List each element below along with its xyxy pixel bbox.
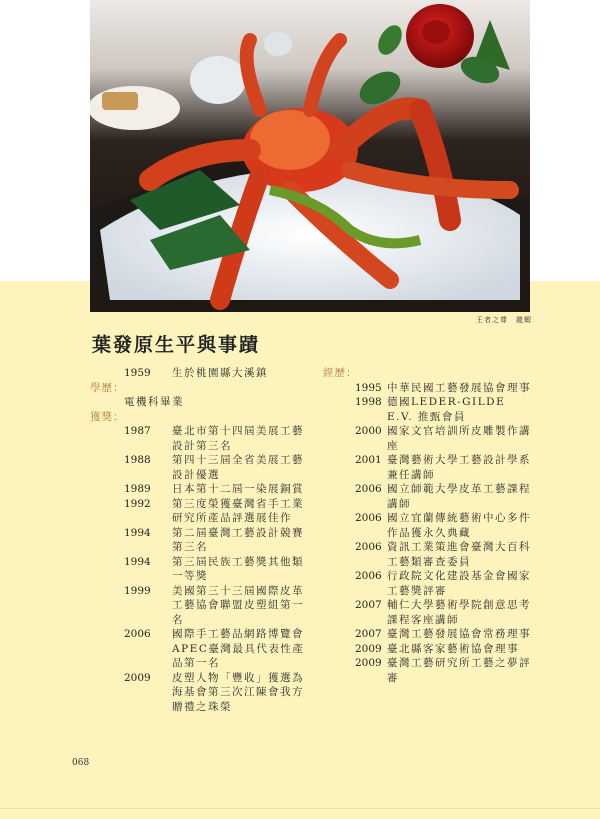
award-text: 第二屆臺灣工藝設計競賽第三名 xyxy=(172,526,304,553)
experience-year: 2007 xyxy=(355,628,382,640)
birth-text: 生於桃園縣大溪鎮 xyxy=(172,367,268,379)
experience-text: 行政院文化建設基金會國家工藝獎評審 xyxy=(387,570,531,597)
experience-row xyxy=(323,395,533,424)
experience-year: 1998 xyxy=(355,396,382,408)
award-year: 1987 xyxy=(124,425,151,437)
experience-year: 2006 xyxy=(355,541,382,553)
experience-row xyxy=(323,482,533,511)
award-row xyxy=(90,453,305,482)
experience-text: 臺灣藝術大學工藝設計學系兼任講師 xyxy=(387,454,531,481)
experience-year: 2006 xyxy=(355,512,382,524)
experience-row xyxy=(323,381,533,396)
experience-text: 國立師範大學皮革工藝課程講師 xyxy=(387,483,531,510)
experience-row xyxy=(323,424,533,453)
experience-year: 2006 xyxy=(355,570,382,582)
award-row xyxy=(90,671,305,715)
experience-text: 輔仁大學藝術學院創意思考課程客座講師 xyxy=(387,599,531,626)
experience-year: 2007 xyxy=(355,599,382,611)
experience-row xyxy=(323,540,533,569)
award-row xyxy=(90,627,305,671)
birth-year: 1959 xyxy=(124,367,151,379)
experience-year: 2000 xyxy=(355,425,382,437)
king-crab-photo xyxy=(90,0,530,312)
award-row xyxy=(90,424,305,453)
award-year: 2009 xyxy=(124,671,151,684)
experience-row xyxy=(323,569,533,598)
award-year: 1999 xyxy=(124,584,151,597)
award-text: 美國第三十三屆國際皮革工藝協會聯盟皮塑組第一名 xyxy=(172,584,304,626)
award-row xyxy=(90,584,305,628)
experience-row xyxy=(323,627,533,642)
award-text: 日本第十二屆一染展銅賞 xyxy=(172,483,304,495)
award-row xyxy=(90,482,305,497)
award-year: 1994 xyxy=(124,555,151,568)
experience-year: 1995 xyxy=(355,381,382,394)
left-column xyxy=(90,366,305,714)
experience-row xyxy=(323,511,533,540)
birth-row xyxy=(90,366,305,381)
experience-year: 2001 xyxy=(355,454,382,466)
education-text: 電機科畢業 xyxy=(124,396,184,408)
award-year: 1989 xyxy=(124,483,151,495)
experience-label: 經歷： xyxy=(323,367,358,379)
awards-label: 獲獎： xyxy=(90,410,125,423)
experience-text: 德國LEDER-GILDE E.V. 推甄會員 xyxy=(387,396,506,423)
experience-row xyxy=(323,656,533,685)
award-year: 1992 xyxy=(124,497,151,510)
experience-year: 2009 xyxy=(355,657,382,669)
page-number: 068 xyxy=(72,758,90,768)
award-row xyxy=(90,497,305,526)
experience-text: 國家文官培訓所皮雕製作講座 xyxy=(387,425,531,452)
experience-text: 資訊工業策進會臺灣大百科工藝類審查委員 xyxy=(387,541,531,568)
award-year: 2006 xyxy=(124,628,151,640)
award-text: 臺北市第十四屆美展工藝設計第三名 xyxy=(172,425,304,452)
photo-caption: 王者之尊 龍蝦 xyxy=(476,316,532,324)
experience-text: 中華民國工藝發展協會理事 xyxy=(387,381,531,394)
experience-text: 臺北縣客家藝術協會理事 xyxy=(387,642,519,655)
experience-text: 臺灣工藝發展協會常務理事 xyxy=(387,628,531,640)
page-title: 葉發原生平與事蹟 xyxy=(92,334,261,356)
award-year: 1994 xyxy=(124,526,151,539)
award-text: 第三屆民族工藝獎其他類一等獎 xyxy=(172,555,304,582)
experience-year: 2006 xyxy=(355,483,382,495)
award-text: 國際手工藝品網路博覽會APEC臺灣最具代表性產品第一名 xyxy=(172,628,305,669)
award-row xyxy=(90,555,305,584)
award-year: 1988 xyxy=(124,454,151,466)
award-row xyxy=(90,526,305,555)
education-label: 學歷： xyxy=(90,381,125,394)
award-text: 皮塑人物「豐收」獲選為海基會第三次江陳會我方贈禮之珠榮 xyxy=(172,671,304,713)
award-text: 第四十三屆全省美展工藝設計優選 xyxy=(172,454,304,481)
experience-row xyxy=(323,453,533,482)
experience-year: 2009 xyxy=(355,642,382,655)
award-text: 第三度榮獲臺灣省手工業研究所產品評選展佳作 xyxy=(172,497,304,524)
experience-text: 臺灣工藝研究所工藝之夢評審 xyxy=(387,657,531,684)
experience-row xyxy=(323,598,533,627)
right-column xyxy=(323,366,533,685)
experience-text: 國立宜蘭傳統藝術中心多件作品獲永久典藏 xyxy=(387,512,531,539)
experience-row xyxy=(323,642,533,657)
bottom-divider xyxy=(0,808,600,809)
